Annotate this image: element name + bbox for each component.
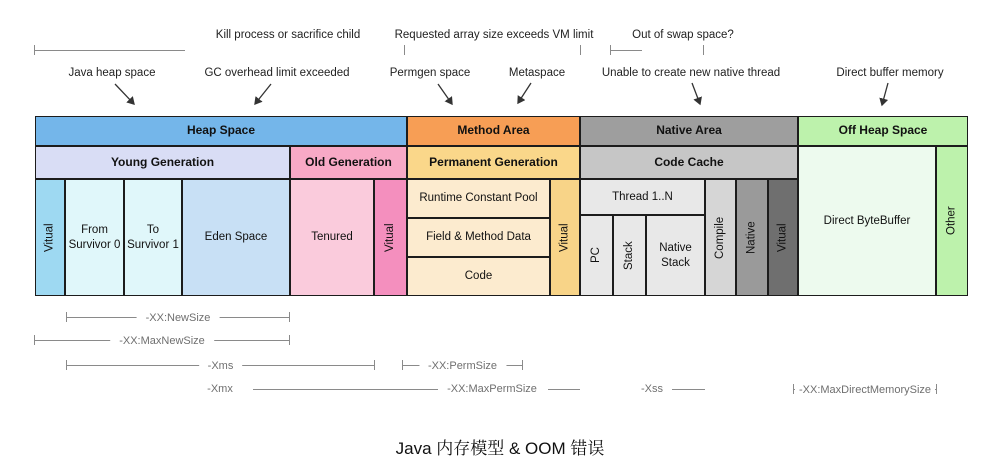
oom-label-out-of-swap: Out of swap space? [632, 29, 734, 41]
arrow-metaspace [518, 83, 531, 103]
measure-tick [703, 45, 704, 55]
permanent-generation-cell: Permanent Generation [407, 146, 580, 179]
flag-xmx: -Xmx [201, 383, 239, 395]
flag-permsize: -XX:PermSize [419, 360, 506, 372]
measure-newsize [66, 312, 290, 324]
pc-cell: PC [580, 215, 613, 296]
arrow-gc-overhead [255, 84, 271, 104]
measure-xmx-line [253, 389, 438, 390]
oom-label-gc-overhead: GC overhead limit exceeded [204, 67, 350, 79]
native-area-header: Native Area [580, 116, 798, 146]
flag-maxnewsize: -XX:MaxNewSize [110, 335, 214, 347]
method-area-header: Method Area [407, 116, 580, 146]
oom-label-native-thread: Unable to create new native thread [601, 67, 781, 79]
flag-maxpermsize: -XX:MaxPermSize [441, 383, 543, 395]
flag-xms: -Xms [199, 360, 243, 372]
measure-maxnewsize [34, 335, 290, 347]
code-cache-cell: Code Cache [580, 146, 798, 179]
young-generation-cell: Young Generation [35, 146, 290, 179]
from-survivor-cell: From Survivor 0 [65, 179, 124, 296]
oom-label-kill-process: Kill process or sacrifice child [215, 29, 361, 41]
oom-label-requested-array: Requested array size exceeds VM limit [394, 29, 594, 41]
code-cell: Code [407, 257, 550, 296]
method-virtual-cell: Vitual [550, 179, 580, 296]
native-stack-cell: Native Stack [646, 215, 705, 296]
compile-cell: Compile [705, 179, 736, 296]
flag-newsize: -XX:NewSize [137, 312, 220, 324]
oom-label-direct-buffer: Direct buffer memory [836, 67, 944, 79]
measure-tick [580, 45, 581, 55]
oom-label-java-heap: Java heap space [68, 67, 156, 79]
arrow-permgen [438, 84, 452, 104]
measure-xms [66, 360, 375, 372]
old-generation-cell: Old Generation [290, 146, 407, 179]
stack-cell: Stack [613, 215, 646, 296]
oom-label-permgen: Permgen space [389, 67, 471, 79]
measure-maxpermsize-line [548, 389, 580, 390]
diagram-title: Java 内存模型 & OOM 错误 [395, 439, 605, 458]
native-cell: Native [736, 179, 768, 296]
oom-label-metaspace: Metaspace [508, 67, 566, 79]
arrow-native-thread [692, 83, 700, 104]
flag-maxdirectmemorysize: -XX:MaxDirectMemorySize [795, 384, 935, 396]
old-virtual-cell: Vitual [374, 179, 407, 296]
arrow-direct-buffer [882, 83, 888, 105]
to-survivor-cell: To Survivor 1 [124, 179, 182, 296]
measure-maxdirectmemorysize [793, 384, 937, 396]
heap-virtual-left-cell: Vitual [35, 179, 65, 296]
other-cell: Other [936, 146, 968, 296]
arrow-java-heap-space [115, 84, 134, 104]
off-heap-space-header: Off Heap Space [798, 116, 968, 146]
measure-tick [404, 45, 405, 55]
flag-xss: -Xss [635, 383, 669, 395]
direct-bytebuffer-cell: Direct ByteBuffer [798, 146, 936, 296]
measure-xss-line [672, 389, 705, 390]
thread-cell: Thread 1..N [580, 179, 705, 215]
native-virtual-cell: Vitual [768, 179, 798, 296]
measure-permsize [402, 360, 523, 372]
runtime-constant-pool-cell: Runtime Constant Pool [407, 179, 550, 218]
measure-remnant-mid [610, 50, 642, 51]
eden-space-cell: Eden Space [182, 179, 290, 296]
heap-space-header: Heap Space [35, 116, 407, 146]
tenured-cell: Tenured [290, 179, 374, 296]
measure-remnant-left [34, 50, 185, 51]
field-method-data-cell: Field & Method Data [407, 218, 550, 257]
